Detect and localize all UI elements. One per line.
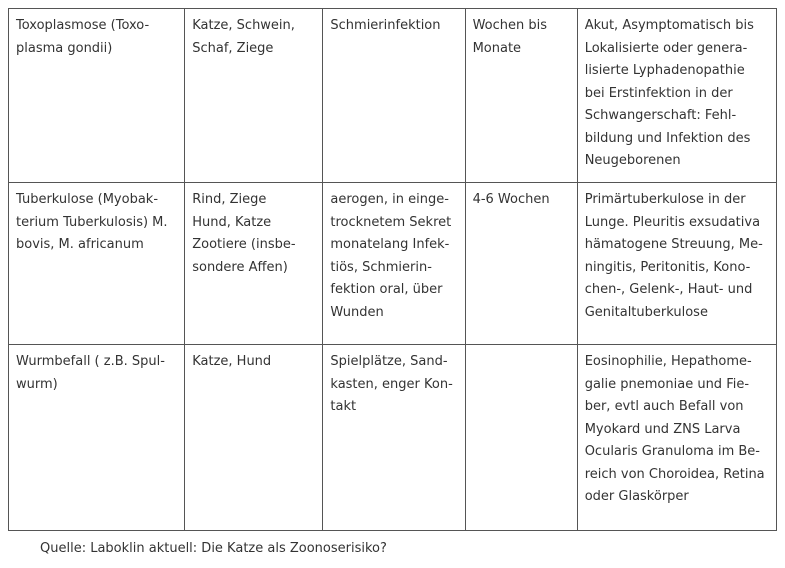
transmission-cell: aerogen, in einge- trocknetem Sekret monatelang Infek- tiös, Schmierin- fektion oral, über Wunden xyxy=(323,183,465,345)
symptoms-cell: Akut, Asymptomatisch bis Lokalisierte oder genera- lisierte Lyphadenopathie bei Erstinfektion in der Schwangerschaft: Fehl- bildung und Infektion des Neugeborenen xyxy=(577,9,776,183)
disease-cell: Toxoplasmose (Toxo- plasma gondii) xyxy=(9,9,185,183)
source-caption: Quelle: Laboklin aktuell: Die Katze als Zoonoserisiko? xyxy=(40,541,387,556)
incubation-cell: Wochen bis Monate xyxy=(465,9,577,183)
table-row xyxy=(9,345,777,531)
hosts-cell: Katze, Hund xyxy=(185,345,323,531)
incubation-cell: 4-6 Wochen xyxy=(465,183,577,345)
transmission-cell: Spielplätze, Sand- kasten, enger Kon- takt xyxy=(323,345,465,531)
transmission-cell: Schmierinfektion xyxy=(323,9,465,183)
table-row xyxy=(9,183,777,345)
symptoms-cell: Eosinophilie, Hepathome- galie pnemoniae und Fie- ber, evtl auch Befall von Myokard und ZNS Larva Ocularis Granuloma im Be- reich von Choroidea, Retina oder Glaskörper xyxy=(577,345,776,531)
hosts-cell: Rind, Ziege Hund, Katze Zootiere (insbe- sondere Affen) xyxy=(185,183,323,345)
disease-cell: Tuberkulose (Myobak- terium Tuberkulosis) M. bovis, M. africanum xyxy=(9,183,185,345)
hosts-cell: Katze, Schwein, Schaf, Ziege xyxy=(185,9,323,183)
disease-cell: Wurmbefall ( z.B. Spul- wurm) xyxy=(9,345,185,531)
symptoms-cell: Primärtuberkulose in der Lunge. Pleuritis exsudativa hämatogene Streuung, Me- ningitis, Peritonitis, Kono- chen-, Gelenk-, Haut- und Genitaltuberkulose xyxy=(577,183,776,345)
incubation-cell xyxy=(465,345,577,531)
zoonoses-table xyxy=(8,8,777,531)
table-row xyxy=(9,9,777,183)
